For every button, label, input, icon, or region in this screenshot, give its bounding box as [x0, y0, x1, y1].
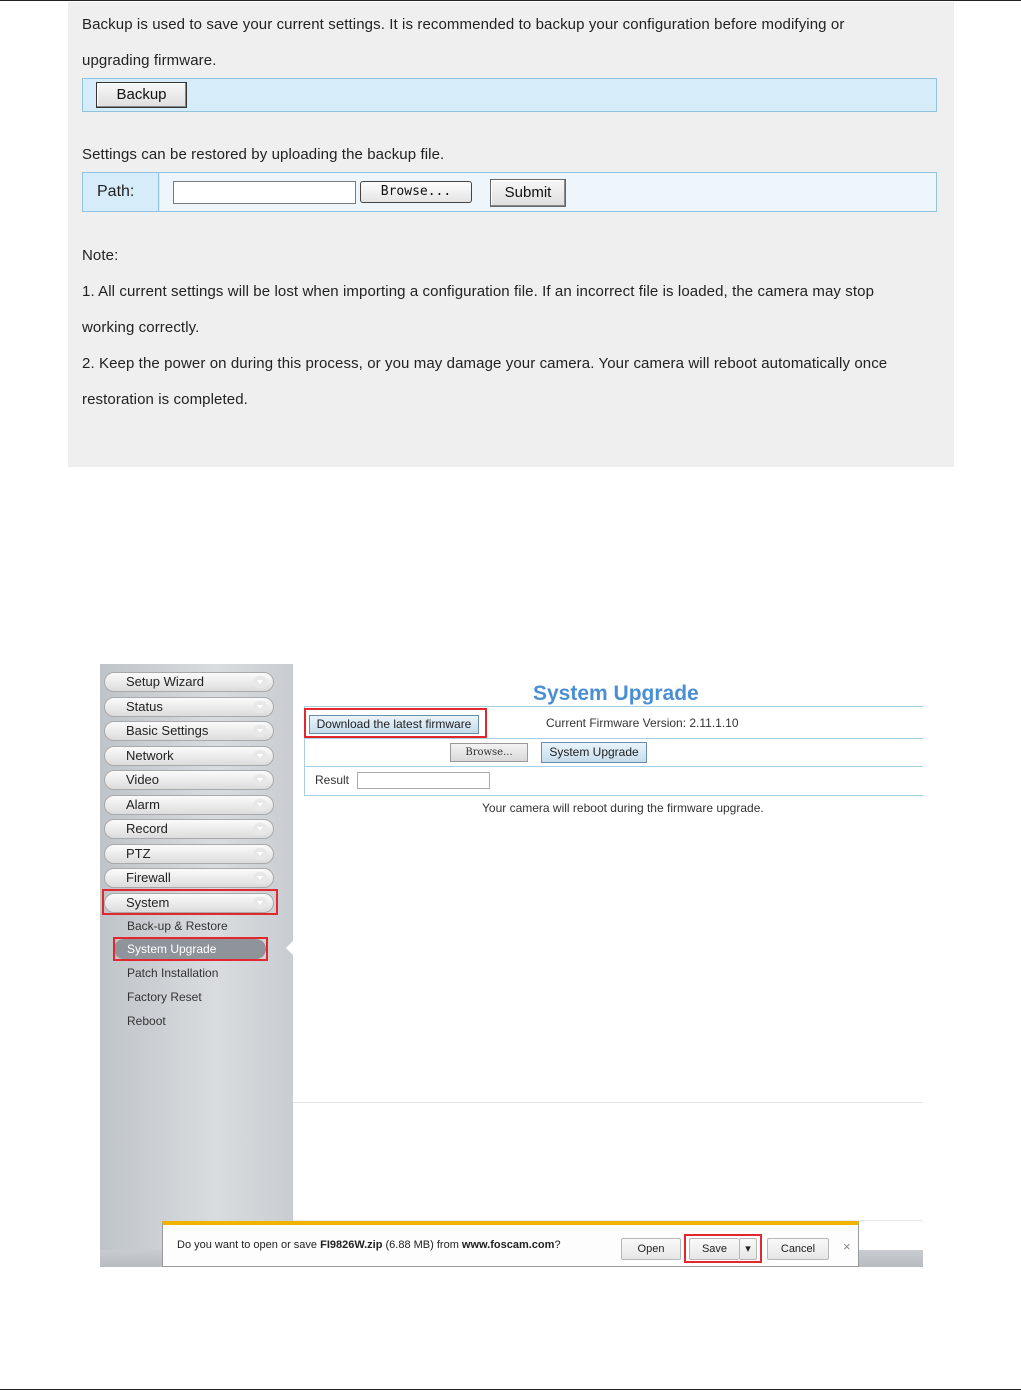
result-label: Result	[315, 773, 350, 787]
menu-label: Basic Settings	[126, 723, 209, 738]
system-upgrade-screenshot	[100, 664, 923, 1267]
menu-label: Alarm	[126, 797, 160, 812]
chevron-down-icon	[253, 750, 267, 762]
menu-record[interactable]	[104, 819, 274, 839]
row-divider	[304, 738, 923, 739]
submit-button[interactable]: Submit	[490, 179, 566, 207]
chevron-down-icon	[253, 725, 267, 737]
menu-network[interactable]	[104, 746, 274, 766]
row-divider	[304, 795, 923, 796]
result-field	[357, 772, 490, 789]
prompt-suffix: ?	[554, 1239, 561, 1251]
download-notification-bar	[162, 1221, 859, 1267]
page-title: System Upgrade	[533, 682, 699, 705]
file-name: FI9826W.zip	[320, 1239, 383, 1251]
submenu-system-upgrade[interactable]: System Upgrade	[127, 942, 217, 956]
menu-label: Network	[126, 748, 174, 763]
path-input[interactable]	[173, 181, 356, 204]
chevron-down-icon	[253, 676, 267, 688]
chevron-down-icon	[253, 872, 267, 884]
download-button-highlight	[304, 708, 487, 738]
menu-label: Firewall	[126, 870, 171, 885]
menu-label: Video	[126, 772, 160, 787]
row-divider	[304, 706, 923, 707]
chevron-down-icon	[253, 823, 267, 835]
note2-line2: restoration is completed.	[82, 391, 248, 408]
row-divider	[304, 766, 923, 767]
submenu-reboot[interactable]: Reboot	[127, 1014, 166, 1028]
download-prompt	[177, 1239, 561, 1251]
note1-line2: working correctly.	[82, 319, 200, 336]
submenu-backup-restore[interactable]: Back-up & Restore	[127, 919, 228, 933]
backup-row	[82, 78, 937, 112]
prompt-prefix: Do you want to open or save	[177, 1239, 321, 1251]
menu-status[interactable]	[104, 697, 274, 717]
download-firmware-button[interactable]: Download the latest firmware	[309, 715, 479, 734]
save-button[interactable]: Save	[689, 1238, 739, 1260]
note1-line1: 1. All current settings will be lost when importing a configuration file. If an incorrect file is loaded, the camera may stop	[82, 283, 875, 300]
path-label: Path:	[83, 173, 159, 211]
note-title: Note:	[82, 247, 119, 264]
close-icon[interactable]: ×	[843, 1239, 851, 1254]
menu-video[interactable]	[104, 770, 274, 790]
menu-label: PTZ	[126, 846, 151, 861]
chevron-down-icon	[253, 799, 267, 811]
chevron-down-icon	[253, 848, 267, 860]
browse-button[interactable]: Browse...	[360, 181, 472, 203]
content-divider	[293, 1102, 923, 1103]
menu-label: Record	[126, 821, 168, 836]
note2-line1: 2. Keep the power on during this process, or you may damage your camera. Your camera will reboot automatically once	[82, 355, 888, 372]
page-bottom-rule	[0, 1389, 1021, 1390]
backup-intro-line2: upgrading firmware.	[82, 52, 217, 69]
firmware-version: Current Firmware Version: 2.11.1.10	[546, 716, 739, 730]
restore-path-row	[82, 172, 937, 212]
file-size: (6.88 MB) from	[382, 1239, 462, 1251]
open-button[interactable]: Open	[621, 1238, 681, 1260]
backup-intro-line1: Backup is used to save your current settings. It is recommended to backup your configuration before modifying or	[82, 16, 845, 33]
reboot-note: Your camera will reboot during the firmware upgrade.	[482, 801, 764, 815]
menu-firewall[interactable]	[104, 868, 274, 888]
submenu-factory-reset[interactable]: Factory Reset	[127, 990, 202, 1004]
page-top-rule	[0, 0, 1021, 1]
system-upgrade-highlight	[113, 937, 268, 961]
chevron-down-icon	[253, 774, 267, 786]
save-dropdown-arrow-icon[interactable]: ▾	[739, 1238, 757, 1260]
menu-basic-settings[interactable]	[104, 721, 274, 741]
content-area	[293, 664, 923, 1267]
chevron-down-icon	[253, 701, 267, 713]
menu-label: Setup Wizard	[126, 674, 205, 689]
backup-button[interactable]: Backup	[96, 82, 187, 108]
menu-setup-wizard[interactable]	[104, 672, 274, 692]
backup-restore-panel	[68, 2, 954, 467]
menu-label: System	[126, 895, 170, 910]
path-controls	[160, 173, 936, 211]
save-button-highlight	[684, 1234, 762, 1263]
menu-ptz[interactable]	[104, 844, 274, 864]
sidebar	[100, 664, 293, 1267]
system-upgrade-button[interactable]: System Upgrade	[541, 742, 647, 763]
menu-alarm[interactable]	[104, 795, 274, 815]
firmware-browse-button[interactable]: Browse...	[450, 743, 528, 762]
menu-label: Status	[126, 699, 163, 714]
system-menu-highlight	[102, 889, 278, 915]
submenu-patch-installation[interactable]: Patch Installation	[127, 966, 219, 980]
site-name: www.foscam.com	[461, 1239, 555, 1251]
cancel-button[interactable]: Cancel	[767, 1238, 829, 1260]
restore-text: Settings can be restored by uploading the backup file.	[82, 146, 445, 163]
